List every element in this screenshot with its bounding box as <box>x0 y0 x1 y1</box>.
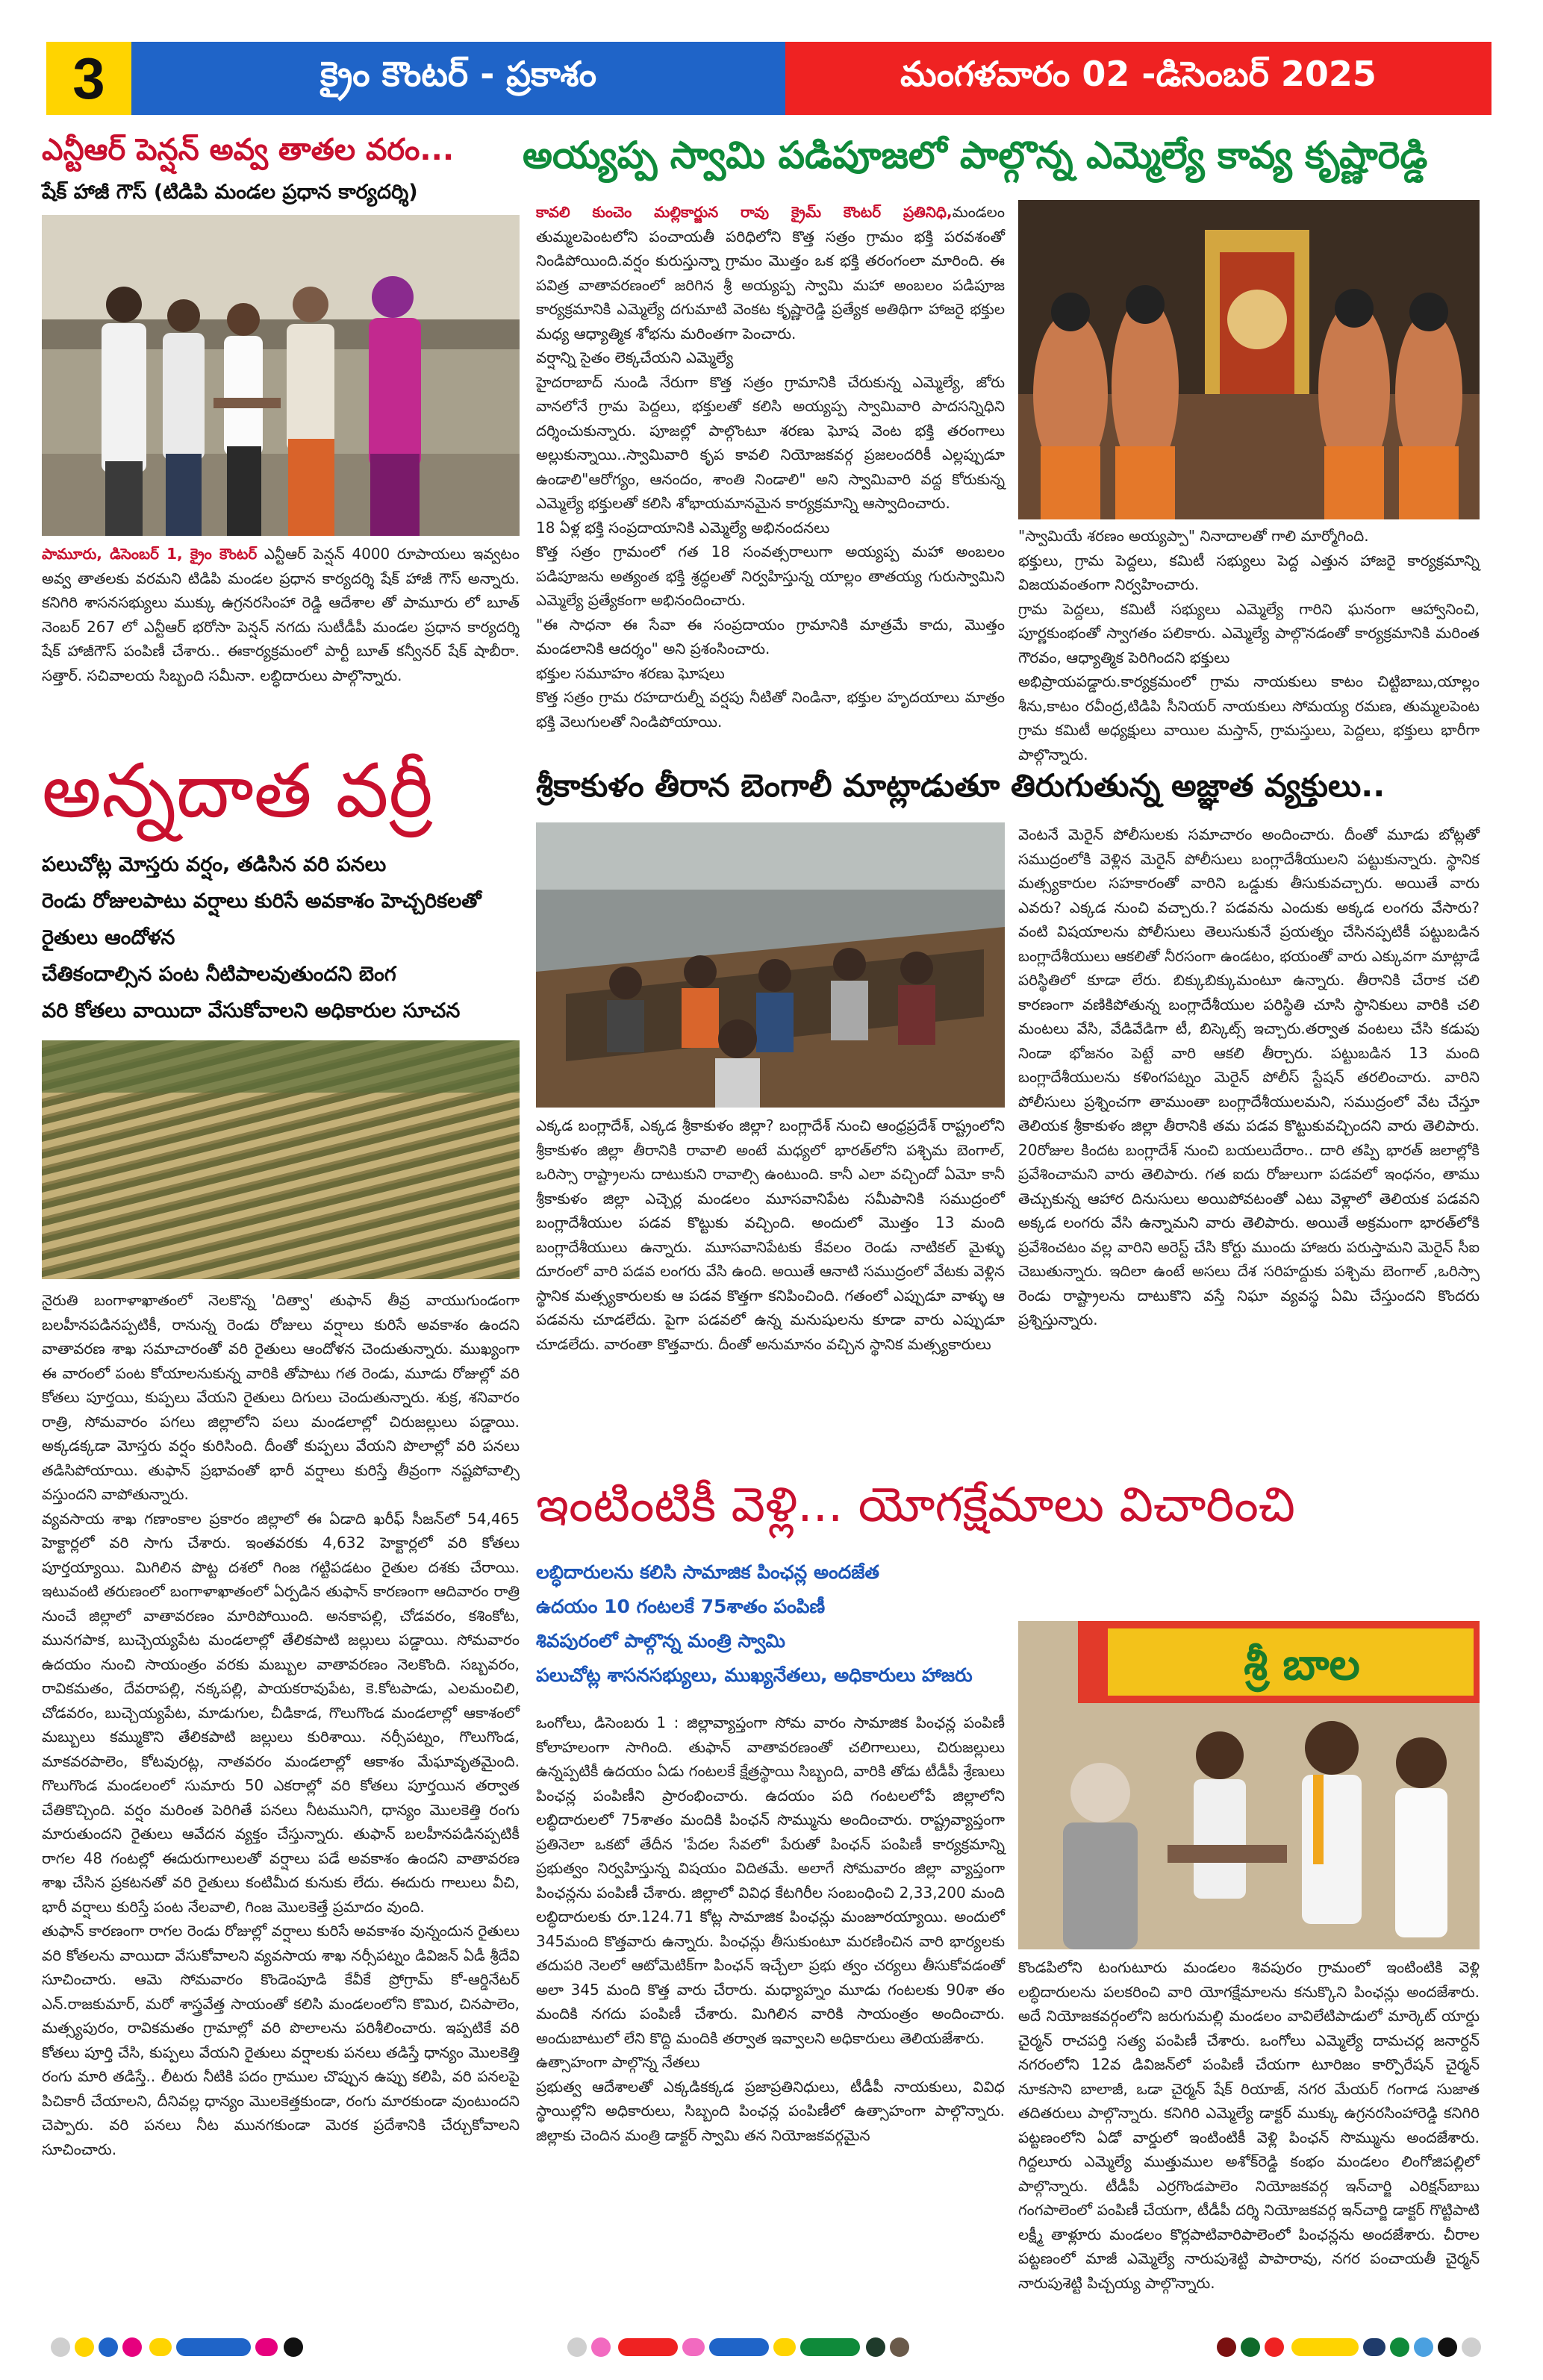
rain-para-2: తుఫాన్ కారణంగా రాగల రెండు రోజుల్లో వర్షాలు కురిసే అవకాశం వున్నందున రైతులు వరి కోతలను వాయిదా వేసుకోవాలని వ్యవసాయ శాఖ నర్సీపట్నం డివిజన్ ఏడీ శ్రీదేవి సూచించారు. ఆమె సోమవారం కొండెంపూడి కేవీకే ప్రోగ్రామ్ కో-ఆర్డినేటర్ ఎన్.రాజకుమార్, మరో శాస్త్రవేత్త సాయంతో కలిసి మండలంలోని కొమిర, చినపాలెం, మత్స్యపురం, రావికమతం గ్రామాల్లో వరి పొలాలను పరిశీలించారు. ఇప్పటికే వరి కోతలు పూర్తి చేసి, కుప్పలు వేయని రైతులు వర్షాలకు పనలు తడిస్తే ధాన్యం మొలకెత్తి రంగు మారి తడిస్తే.. లీటరు నీటికి పదం గ్రాముల చొప్పున ఉప్పు కలిపి, వరి పనలపై పిచికారీ చేయాలని, దీనివల్ల ధాన్యం మొలకెత్తకుండా, రంగు మారకుండా వుంటుందని చెప్పారు. వరి పనలు నీట మునగకుండా మెరక ప్రదేశానికి చేర్చుకోవాలని సూచించారు. <box>42 1922 520 2158</box>
rain-subhead-3: చేతికందాల్సిన పంట నీటిపాలవుతుందని బెంగ <box>42 963 396 986</box>
reg-bar <box>255 2338 278 2356</box>
ayyappa-caption-0: "స్వామియే శరణం అయ్యప్పా" నినాదాలతో గాలి మార్మోగింది. <box>1018 527 1369 545</box>
ayyappa-para-3: 18 ఏళ్ల భక్తి సంప్రదాయానికి ఎమ్మెల్యే అభినందనలు <box>536 518 830 537</box>
ayyappa-para-7: కొత్త సత్రం గ్రామ రహదారుల్నీ వర్షపు నీటితో నిండినా, భక్తుల హృదయాలు మాత్రం భక్తి వెలుగులతో నిండిపోయాయి. <box>536 688 1005 731</box>
ayyappa-headline: అయ్యప్ప స్వామి పడిపూజలో పాల్గొన్న ఎమ్మెల్యే కావ్య కృష్ణారెడ్డి <box>523 134 1428 177</box>
rain-para-1: వ్యవసాయ శాఖ గణాంకాల ప్రకారం జిల్లాలో ఈ ఏడాది ఖరీఫ్ సీజన్‌లో 54,465 హెక్టార్లలో వరి సాగు చేశారు. ఇంతవరకు 4,632 హెక్టార్లలో వరి కోతలు పూర్తయ్యాయి. మిగిలిన పొట్ట దశలో గింజ గట్టిపడటం రైతుల దశకు చేరాయి. ఇటువంటి తరుణంలో బంగాళాఖాతంలో ఏర్పడిన తుఫాన్ కారణంగా ఆదివారం రాత్రి నుంచే జిల్లాలో వాతావరణం మారిపోయింది. అనకాపల్లి, చోడవరం, కశింకోట, మునగపాక, బుచ్చెయ్యపేట మండలాల్లో తేలికపాటి జల్లులు పడ్డాయి. సోమవారం ఉదయం నుంచి సాయంత్రం వరకు మబ్బుల వాతావరణం నెలకొంది. సబ్బవరం, రావికమతం, దేవరాపల్లి, నక్కపల్లి, పాయకరావుపేట, కె.కోటపాడు, ఎలమంచిలి, చోడవరం, బుచ్చెయ్యపేట, మాడుగుల, చీడికాడ, గొలుగొండ మండలాల్లో ఆకాశంలో మబ్బులు కమ్ముకొని తేలికపాటి జల్లులు కురిశాయి. నర్సీపట్నం, గొలుగొండ, మాకవరపాలెం, కోటవురట్ల, నాతవరం మండలాల్లో ఆకాశం మేఘావృతమైంది. గొలుగొండ మండలంలో సుమారు 50 ఎకరాల్లో వరి కోతలు పూర్తయిన తర్వాత చేతికొచ్చింది. వర్షం మరింత పెరిగితే పనలు నీటమునిగి, ధాన్యం మొలకెత్తి రంగు మారుతుందని రైతులు ఆవేదన వ్యక్తం చేస్తున్నారు. తుఫాన్ బలహీనపడినప్పటికీ రాగల 48 గంటల్లో ఈదురుగాలులతో వర్షాలు పడే అవకాశం ఉందని వాతావరణ శాఖ చేసిన ప్రకటనతో వరి రైతులు కంటిమీద కునుకు లేదు. ఈదురు గాలులు వీచి, భారీ వర్షాలు కురిస్తే పంట నేలవాలి, గింజ మొలకెత్తే ప్రమాదం వుంది. <box>42 1509 520 1916</box>
reg-bar <box>176 2338 251 2356</box>
reg-dot <box>1241 2337 1260 2357</box>
door-subhead-3: పలుచోట్ల శాసనసభ్యులు, ముఖ్యనేతలు, అధికారులు హాజరు <box>536 1664 973 1686</box>
ayyappa-caption-3: అభిప్రాయపడ్డారు.కార్యక్రమంలో గ్రామ నాయకులు కాటం చిట్టిబాబు,యాల్లం శీను,కాటం రవీంద్ర,టిడిపి సీనియర్ నాయకులు సోమయ్య రమణ, తుమ్మలపెంట గ్రామ కమిటీ అధ్యక్షులు వాయిల మస్తాన్, గ్రామస్తులు, పెద్దలు, భక్తులు భారీగా పాల్గొన్నారు. <box>1018 672 1480 763</box>
banner-text: శ్రీ బాల <box>1244 1639 1360 1690</box>
reg-bar <box>618 2338 678 2356</box>
reg-bar <box>709 2338 769 2356</box>
reg-dot <box>122 2337 142 2357</box>
reg-dot <box>1390 2337 1409 2357</box>
reg-dot <box>99 2337 118 2357</box>
issue-date: మంగళవారం 02 -డిసెంబర్ 2025 <box>785 42 1491 115</box>
reg-bar <box>773 2338 796 2356</box>
reg-bar <box>1363 2338 1385 2356</box>
ayyappa-para-1: వర్షాన్ని సైతం లెక్కచేయని ఎమ్మెల్యే <box>536 349 734 366</box>
bengali-left-para: ఎక్కడ బంగ్లాదేశ్, ఎక్కడ శ్రీకాకుళం జిల్లా? బంగ్లాదేశ్ నుంచి ఆంధ్రప్రదేశ్ రాష్ట్రంలోని శ్రీకాకుళం జిల్లా తీరానికి రావాలి అంటే మధ్యలో భారత్‌లోని పశ్చిమ బెంగాల్, ఒరిస్సా రాష్ట్రాలను దాటుకుని రావాల్సి ఉంటుంది. కానీ ఎలా వచ్చిందో ఏమో కానీ శ్రీకాకుళం జిల్లా ఎచ్చెర్ల మండలం మూసవానిపేట సమీపానికి సముద్రంలో బంగ్లాదేశీయుల పడవ కొట్టుకు వచ్చింది. అందులో మొత్తం 13 మంది బంగ్లాదేశీయులు ఉన్నారు. మూసవానిపేటకు కేవలం రెండు నాటికల్ మైళ్ళు దూరంలో వారి పడవ లంగరు వేసి ఉంది. అయితే ఆనాటి సముద్రంలో వేటకు వెళ్లిన స్థానిక మత్స్యకారులకు ఆ పడవ కొత్తగా కనిపించింది. గతంలో ఎప్పుడూ వాళ్ళు ఆ పడవను చూడలేదు. పైగా పడవలో ఉన్న మనుషులను కూడా వారు ఎప్పుడూ చూడలేదు. వారంతా కొత్తవారు. దీంతో అనుమానం వచ్చిన స్థానిక మత్స్యకారులు <box>536 1116 1005 1353</box>
reg-dot <box>591 2337 611 2357</box>
ayyappa-caption-2: గ్రామ పెద్దలు, కమిటీ సభ్యులు ఎమ్మెల్యే గారిని ఘనంగా ఆహ్వానించి, పూర్ణకుంభంతో స్వాగతం పలికారు. ఎమ్మెల్యే పాల్గొనడంతో కార్యక్రమానికి మరింత గౌరవం, ఆధ్యాత్మిక పెరిగిందని భక్తులు <box>1018 599 1480 666</box>
ayyappa-para-6: భక్తుల సమూహం శరణు ఘోషలు <box>536 663 725 682</box>
door-left-para-2: ప్రభుత్వ ఆదేశాలతో ఎక్కడికక్కడ ప్రజాప్రతినిధులు, టీడీపీ నాయకులు, వివిధ స్థాయిల్లోని అధికారులు, సిబ్బంది పింఛన్ల పంపిణీలో ఉత్సాహంగా పాల్గొన్నారు. జిల్లాకు చెందిన మంత్రి డాక్టర్ స్వామి తన నియోజకవర్గమైన <box>536 2077 1005 2144</box>
reg-dot <box>51 2337 70 2357</box>
reg-dot <box>1265 2337 1284 2357</box>
reg-dot <box>567 2337 587 2357</box>
door-subhead-2: శివపురంలో పాల్గొన్న మంత్రి స్వామి <box>536 1630 786 1652</box>
ayyappa-caption-1: భక్తులు, గ్రామ పెద్దలు, కమిటీ సభ్యులు పెద్ద ఎత్తున హాజరై కార్యక్రమాన్ని విజయవంతంగా నిర్వహించారు. <box>1018 551 1480 593</box>
reg-dot <box>1438 2337 1457 2357</box>
door-left-para-1: ఉత్సాహంగా పాల్గొన్న నేతలు <box>536 2053 700 2071</box>
door-body-left <box>536 1711 1005 2333</box>
pension-body-text: ఎన్టీఆర్ పెన్షన్ 4000 రూపాయలు ఇవ్వటం అవ్వ తాతలకు వరమని టిడిపి మండల ప్రధాన కార్యదర్శి షేక్ హాజీ గౌస్ అన్నారు. కనిగిరి శాసనసభ్యులు ముక్కు ఉగ్రనరసింహా రెడ్డి ఆదేశాల తో పామూరు లో బూత్ నెంబర్ 267 లో ఎన్టీఆర్ భరోసా పెన్షన్ నగదు సుటీడీపీ మండల ప్రధాన కార్యదర్శి షేక్ హాజీగౌస్ పంపిణీ చేశారు.. ఈకార్యక్రమంలో పార్టీ బూత్ కన్వీనర్ షేక్ షాబీరా. సత్తార్. సచివాలయ సిబ్బంది సమీనా. లబ్ధిదారులు పాల్గొన్నారు. <box>42 545 520 684</box>
door-headline: ఇంటింటికీ వెళ్లి... యోగక్షేమాలు విచారించి <box>536 1478 1295 1533</box>
ayyappa-para-0: మండలం తుమ్మలపెంటలోని పంచాయతీ పరిధిలోని కొత్త సత్రం గ్రామం భక్తి పరవశంతో నిండిపోయింది.వర్షం కురుస్తున్నా గ్రామం మొత్తం ఒక భక్తి తరంగంలా మారింది. ఈ పవిత్ర వాతావరణంలో జరిగిన శ్రీ అయ్యప్ప స్వామి మహా అంబలం పడిపూజ కార్యక్రమానికి ఎమ్మెల్యే దగుమాటి వెంకట కృష్ణారెడ్డి ప్రత్యేక అతిథిగా హాజరై భక్తుల మధ్య ఆధ్యాత్మిక శోభను మరింతగా పెంచారు. <box>536 203 1005 343</box>
reg-bar <box>682 2338 705 2356</box>
ayyappa-para-2: హైదరాబాద్ నుండి నేరుగా కొత్త సత్రం గ్రామానికి చేరుకున్న ఎమ్మెల్యే, జోరు వానలోనే గ్రామ పెద్దలు, భక్తులతో కలిసి అయ్యప్ప స్వామివారి పాదసన్నిధిని దర్శించుకున్నారు. పూజల్లో పాల్గొంటూ శరణు ఘోష వెంట భక్తి తరంగాలు అల్లుకున్నాయి..స్వామివారి కృప కావలి నియోజకవర్గ ప్రజలందరికీ ఎల్లప్పుడూ ఉండాలి"ఆరోగ్యం, ఆనందం, శాంతి నిండాలి" అని స్వామివారి వద్ద కోరుకున్న ఎమ్మెల్యే భక్తులతో కలిసి శోభాయమానమైన కార్యక్రమాన్ని ఆస్వాదించారు. <box>536 372 1005 512</box>
ayyappa-dateline: కావలి కుంచెం మల్లికార్జున రావు క్రైమ్ కౌంటర్ ప్రతినిధి, <box>536 203 953 221</box>
reg-dot <box>890 2337 909 2357</box>
ayyappa-photo <box>1018 200 1480 519</box>
ayyappa-caption <box>1018 524 1480 763</box>
ayyappa-para-5: "ఈ సాధనా ఈ సేవా ఈ సంప్రదాయం గ్రామానికి మాత్రమే కాదు, మొత్తం మండలానికి ఆదర్శం" అని ప్రశంసించారు. <box>536 615 1005 658</box>
ayyappa-para-4: కొత్త సత్రం గ్రామంలో గత 18 సంవత్సరాలుగా అయ్యప్ప మహా అంబలం పడిపూజను అత్యంత భక్తి శ్రద్ధలతో నిర్వహిస్తున్న యాల్లం తాతయ్య గురుస్వామిని ఎమ్మెల్యే ప్రత్యేకంగా అభినందించారు. <box>536 543 1005 609</box>
rain-subhead-2: రైతులు ఆందోళన <box>42 926 175 949</box>
color-registration-strip <box>0 2329 1543 2373</box>
bengali-body-right <box>1018 822 1480 1479</box>
rain-subhead-4: వరి కోతలు వాయిదా వేసుకోవాలని అధికారుల సూచన <box>42 999 461 1022</box>
rain-subheads <box>42 846 520 1029</box>
rain-body <box>42 1288 520 2333</box>
section-title: క్రైం కౌంటర్ - ప్రకాశం <box>131 42 785 115</box>
reg-bar <box>149 2338 172 2356</box>
reg-bar <box>800 2338 860 2356</box>
bengali-headline: శ్రీకాకుళం తీరాన బెంగాలీ మాట్లాడుతూ తిరుగుతున్న అజ్ఞాత వ్యక్తులు.. <box>536 767 1385 804</box>
door-right-para: కొండపిలోని టంగుటూరు మండలం శివపురం గ్రామంలో ఇంటింటికి వెళ్లి లబ్ధిదారులను పలకరించి వారి యోగక్షేమాలను కనుక్కొని పింఛన్లు అందజేశారు. అదే నియోజకవర్గంలోని జరుగుమల్లి మండలం వావిలేటిపాడులో మార్కెట్ యార్డు చైర్మన్ రాచపర్తి సత్య పంపిణీ చేశారు. ఒంగోలు ఎమ్మెల్యే దామచర్ల జనార్దన్ నగరంలోని 12వ డివిజన్‌లో పంపిణీ చేయగా టూరిజం కార్పొరేషన్ చైర్మన్ నూకసాని బాలాజీ, ఒడా చైర్మన్ షేక్ రియాజ్, నగర మేయర్ గంగాడ సుజాత తదితరులు పాల్గొన్నారు. కనిగిరి ఎమ్మెల్యే డాక్టర్ ముక్కు ఉగ్రనరసింహారెడ్డి కనిగిరి పట్టణంలోని ఏడో వార్డులో ఇంటింటికీ వెళ్లి పింఛన్ సొమ్మును అందజేశారు. గిద్దలూరు ఎమ్మెల్యే ముత్తుముల అశోక్‌రెడ్డి కంభం మండలం లింగోజిపల్లిలో పాల్గొన్నారు. టీడీపీ ఎర్రగొండపాలెం నియోజకవర్గ ఇన్‌చార్జి ఎరిక్షన్‌బాబు గంగపాలెంలో పంపిణీ చేయగా, టీడీపీ దర్శి నియోజకవర్గ ఇన్‌చార్జి డాక్టర్ గొట్టిపాటి లక్ష్మీ తాళ్లూరు మండలం కొర్లపాటివారిపాలెంలో పింఛన్లను అందజేశారు. చీరాల పట్టణంలో మాజీ ఎమ్మెల్యే నారుపుశెట్టి పాపారావు, నగర పంచాయతీ చైర్మన్ నారుపుశెట్టి పిచ్చయ్య పాల్గొన్నారు. <box>1018 1958 1480 2292</box>
door-left-para-0: ఒంగోలు, డిసెంబరు 1 : జిల్లావ్యాప్తంగా సోమ వారం సామాజిక పింఛన్ల పంపిణీ కోలాహలంగా సాగింది. తుఫాన్ వాతావరణంతో చలిగాలులు, చిరుజల్లులు ఉన్నప్పటికీ ఉదయం ఏడు గంటలకే క్షేత్రస్థాయి సిబ్బంది, వారికి తోడు టీడీపీ శ్రేణులు పింఛన్ల పంపిణీని ప్రారంభించారు. ఉదయం పది గంటలలోపే జిల్లాలోని లబ్ధిదారులలో 75శాతం మందికి పింఛన్ సొమ్మును అందించారు. రాష్ట్రవ్యాప్తంగా ప్రతినెలా ఒకటో తేదీన 'పేదల సేవలో' పేరుతో పింఛన్ పంపిణీ కార్యక్రమాన్ని ప్రభుత్వం నిర్వహిస్తున్న విషయం విదితమే. అలాగే సోమవారం జిల్లా వ్యాప్తంగా పింఛన్లను పంపిణీ చేశారు. జిల్లాలో వివిధ కేటగిరీల సంబంధించి 2,33,200 మంది లబ్ధిదారులకు రూ.124.71 కోట్ల సామాజిక పింఛన్లు మంజూరయ్యాయి. అందులో 345మంది కొత్తవారు ఉన్నారు. పింఛన్లు తీసుకుంటూ మరణించిన వారి భార్యలకు తదుపరి నెలలో ఆటోమెటిక్‌గా పింఛన్ ఇచ్చేలా ప్రభు త్వం చర్యలు తీసుకోవడంతో అలా 345 మంది కొత్త వారు చేరారు. మధ్యాహ్నం మూడు గంటలకు 90శా తం మందికి నగదు పంపిణీ చేశారు. మిగిలిన వారికి సాయంత్రం అందించారు. అందుబాటులో లేని కొద్ది మందికి తర్వాత ఇవ్వాలని అధికారులు తెలియజేశారు. <box>536 1714 1005 2047</box>
ayyappa-body <box>536 200 1005 739</box>
rain-subhead-0: పలుచోట్ల మోస్తరు వర్షం, తడిసిన వరి పనలు <box>42 853 387 876</box>
door-photo <box>1018 1621 1480 1949</box>
pension-byline: షేక్ హాజీ గౌస్ (టిడిపి మండల ప్రధాన కార్యదర్శి) <box>42 181 418 204</box>
reg-dot <box>75 2337 94 2357</box>
rain-subhead-1: రెండు రోజులపాటు వర్షాలు కురిసే అవకాశం హెచ్చరికలతో <box>42 890 481 913</box>
reg-dot <box>284 2337 303 2357</box>
reg-dot <box>1217 2337 1236 2357</box>
page-number: 3 <box>46 42 131 115</box>
bengali-right-para: వెంటనే మెరైన్ పోలీసులకు సమాచారం అందించారు. దీంతో మూడు బోట్లతో సముద్రంలోకి వెళ్లిన మెరైన్ పోలీసులు బంగ్లాదేశీయులని పట్టుకున్నారు. స్థానిక మత్స్యకారుల సహకారంతో వారిని ఒడ్డుకు తీసుకువచ్చారు. అయితే వారు ఎవరు? ఎక్కడ నుంచి వచ్చారు.? పడవను ఎందుకు అక్కడ లంగరు వేసారు? వంటి విషయాలను పోలీసులు తెలుసుకునే ప్రయత్నం చేసినప్పటికీ పట్టుబడిన బంగ్లాదేశీయులు ఆకలితో నీరసంగా ఉండటం, భయంతో వారు ఎక్కువగా మాట్లాడే పరిస్థితిలో కూడా లేరు. బిక్కుబిక్కుమంటూ ఉన్నారు. తీరానికి చేరాక చలి కారణంగా వణికిపోతున్న బంగ్లాదేశీయుల పరిస్థితి చూసి స్థానికులు వారికి చలి మంటలు వేసి, వేడివేడిగా టీ, బిస్కెట్స్ ఇచ్చారు.తర్వాత వంటలు చేసి కడుపు నిండా భోజనం పెట్టే వారి ఆకలి తీర్చారు. పట్టుబడిన 13 మంది బంగ్లాదేశీయులను కళింగపట్నం మెరైన్ పోలీస్ స్టేషన్ తరలించారు. వారిని పోలీసులు ప్రశ్నించగా తాముంతా బంగ్లాదేశీయులమని, సముద్రంలో వేట చేస్తూ తెలియక శ్రీకాకుళం జిల్లా తీరానికి తమ పడవ కొట్టుకువచ్చిందని వారు తెలిపారు. 20రోజుల కిందట బంగ్లాదేశ్ నుంచి బయలుదేరాం.. దారి తప్పి భారత్ జలాల్లోకి ప్రవేశించామని వారు తెలిపారు. గత ఐదు రోజులుగా పడవలో ఇంధనం, తాము తెచ్చుకున్న ఆహార దినుసులు అయిపోవటంతో ఎటు వెళ్లాలో తెలియక పడవని అక్కడ లంగరు వేసి ఉన్నామని వారు తెలిపారు. అయితే అక్రమంగా భారత్‌లోకి ప్రవేశించటం వల్ల వారిని అరెస్ట్ చేసి కోర్టు ముందు హాజరు పరుస్తామని మెరైన్ సీఐ చెబుతున్నారు. ఇదిలా ఉంటే అసలు దేశ సరిహద్దుకు పశ్చిమ బెంగాల్ ,ఒరిస్సా రెండు రాష్ట్రాలను దాటుకొని వస్తే నిఘా వ్యవస్థ ఏమి చేస్తుందని కొందరు ప్రశ్నిస్తున్నారు. <box>1018 825 1480 1328</box>
pension-dateline: పామూరు, డిసెంబర్ 1, క్రైం కౌంటర్ <box>42 545 258 563</box>
paddy-photo <box>42 1040 520 1279</box>
pension-photo <box>42 215 520 536</box>
rain-headline: అన్నదాత వర్రీ <box>42 747 433 834</box>
rain-para-0: నైరుతి బంగాళాఖాతంలో నెలకొన్న 'దిత్వా' తుఫాన్ తీవ్ర వాయుగుండంగా బలహీనపడినప్పటికీ, రానున్న రెండు రోజులు వర్షాలు కురిసే అవకాశం ఉందని వాతావరణ శాఖ సమాచారంతో వరి రైతులు ఆందోళన చెందుతున్నారు. ముఖ్యంగా ఈ వారంలో పంట కోయాలనుకున్న వారికి తోపాటు గత రెండు, మూడు రోజుల్లో వరి కోతలు పూర్తయి, కుప్పలు వేయని రైతులు దిగులు చెందుతున్నారు. శుక్ర, శనివారం రాత్రి, సోమవారం పగలు జిల్లాలోని పలు మండలాల్లో చిరుజల్లులు పడ్డాయి. అక్కడక్కడా మోస్తరు వర్షం కురిసింది. దీంతో కుప్పలు వేయని పొలాల్లో వరి పనలు తడిసిపోయాయి. తుఫాన్ ప్రభావంతో భారీ వర్షాలు కురిస్తే తీవ్రంగా నష్టపోవాల్సి వస్తుందని వాపోతున్నారు. <box>42 1291 520 1503</box>
bengali-body-left <box>536 1114 1005 1479</box>
door-subhead-0: లబ్ధిదారులను కలిసి సామాజిక పింఛన్ల అందజేత <box>536 1561 879 1583</box>
door-subhead-1: ఉదయం 10 గంటలకే 75శాతం పంపిణీ <box>536 1596 826 1617</box>
boat-photo <box>536 822 1005 1108</box>
door-body-right <box>1018 1955 1480 2333</box>
reg-dot <box>1414 2337 1433 2357</box>
pension-headline: ఎన్టీఆర్ పెన్షన్ అవ్వ తాతల వరం... <box>42 133 455 167</box>
reg-dot <box>1462 2337 1481 2357</box>
door-subheads <box>536 1555 1005 1693</box>
reg-bar <box>1291 2338 1359 2356</box>
reg-dot <box>866 2337 885 2357</box>
